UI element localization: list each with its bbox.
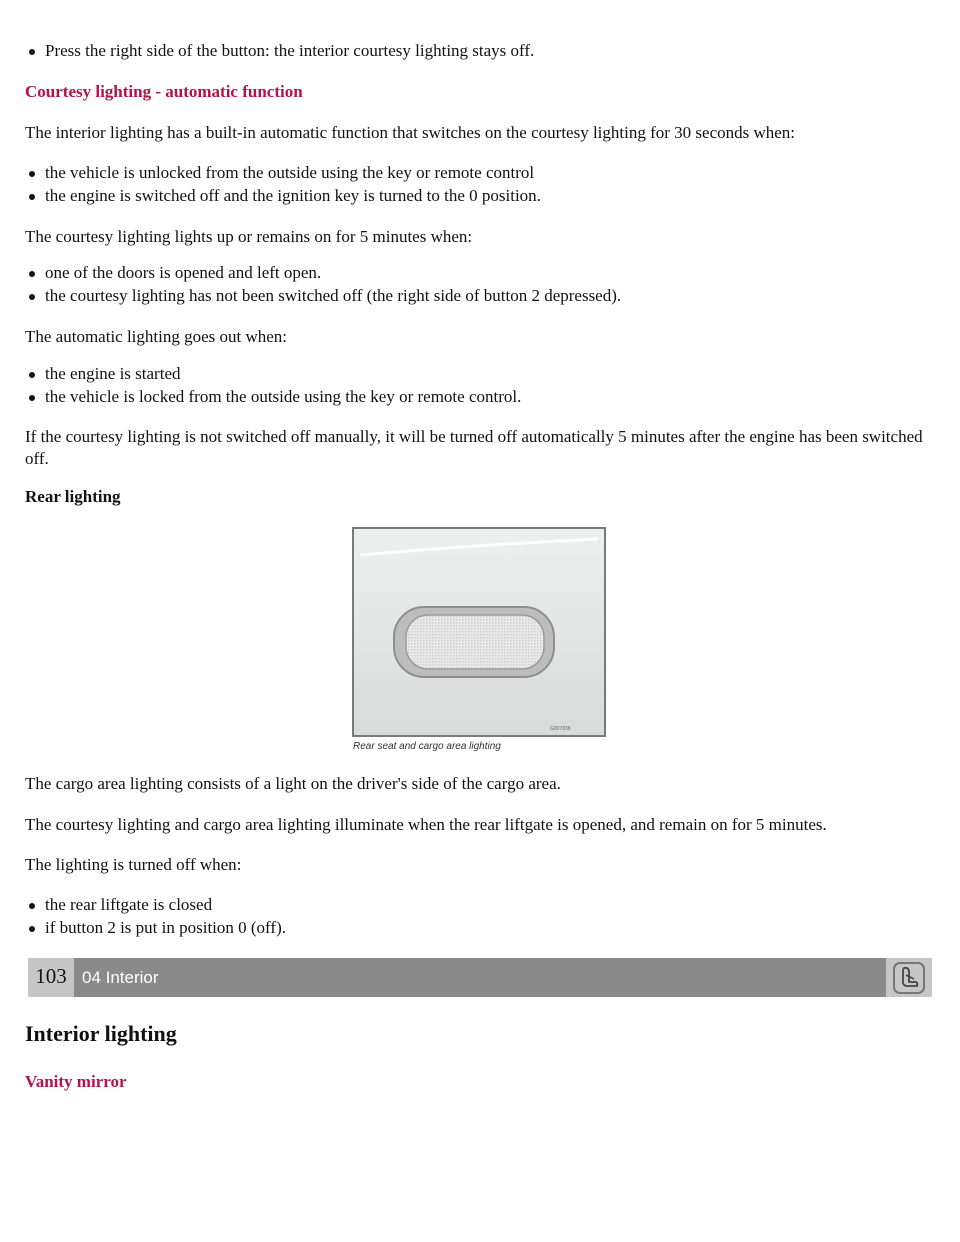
list-item: the vehicle is locked from the outside using the key or remote control. xyxy=(0,386,940,409)
list-item: the rear liftgate is closed xyxy=(0,894,940,917)
seat-icon xyxy=(886,958,932,997)
cargo-lamp-illustration xyxy=(354,529,604,735)
bullet-list xyxy=(0,894,940,940)
intro-list xyxy=(0,40,940,63)
list-item: the courtesy lighting has not been switched off (the right side of button 2 depressed). xyxy=(0,285,940,308)
list-item: Press the right side of the button: the interior courtesy lighting stays off. xyxy=(0,40,940,63)
list-item: one of the doors is opened and left open. xyxy=(0,262,940,285)
bullet-list xyxy=(0,162,940,208)
paragraph: The cargo area lighting consists of a light on the driver's side of the cargo area. xyxy=(25,774,561,793)
figure-caption: Rear seat and cargo area lighting xyxy=(353,741,501,752)
paragraph: The courtesy lighting and cargo area lighting illuminate when the rear liftgate is opened, and remain on for 5 minutes. xyxy=(25,815,827,834)
rear-lighting-figure xyxy=(352,527,606,737)
list-item: if button 2 is put in position 0 (off). xyxy=(0,917,940,940)
section-heading: Rear lighting xyxy=(25,487,121,506)
bullet-list xyxy=(0,363,940,409)
page-title: Interior lighting xyxy=(25,1021,177,1046)
paragraph: The courtesy lighting lights up or remains on for 5 minutes when: xyxy=(25,227,473,246)
section-heading: Vanity mirror xyxy=(25,1072,127,1091)
chapter-bar xyxy=(28,958,932,997)
list-item: the engine is started xyxy=(0,363,940,386)
list-item: the vehicle is unlocked from the outside using the key or remote control xyxy=(0,162,940,185)
figure-code: G007838 xyxy=(550,726,571,732)
paragraph: If the courtesy lighting is not switched off manually, it will be turned off automatically 5 minutes after the engine has been switched off. xyxy=(25,427,923,468)
page-number: 103 xyxy=(28,958,74,997)
section-heading: Courtesy lighting - automatic function xyxy=(25,82,303,101)
bullet-list xyxy=(0,262,940,308)
paragraph: The automatic lighting goes out when: xyxy=(25,327,288,346)
chapter-title: 04 Interior xyxy=(82,968,159,987)
paragraph: The lighting is turned off when: xyxy=(25,855,242,874)
paragraph: The interior lighting has a built-in automatic function that switches on the courtesy lighting for 30 seconds when: xyxy=(25,123,796,142)
list-item: the engine is switched off and the ignition key is turned to the 0 position. xyxy=(0,185,940,208)
